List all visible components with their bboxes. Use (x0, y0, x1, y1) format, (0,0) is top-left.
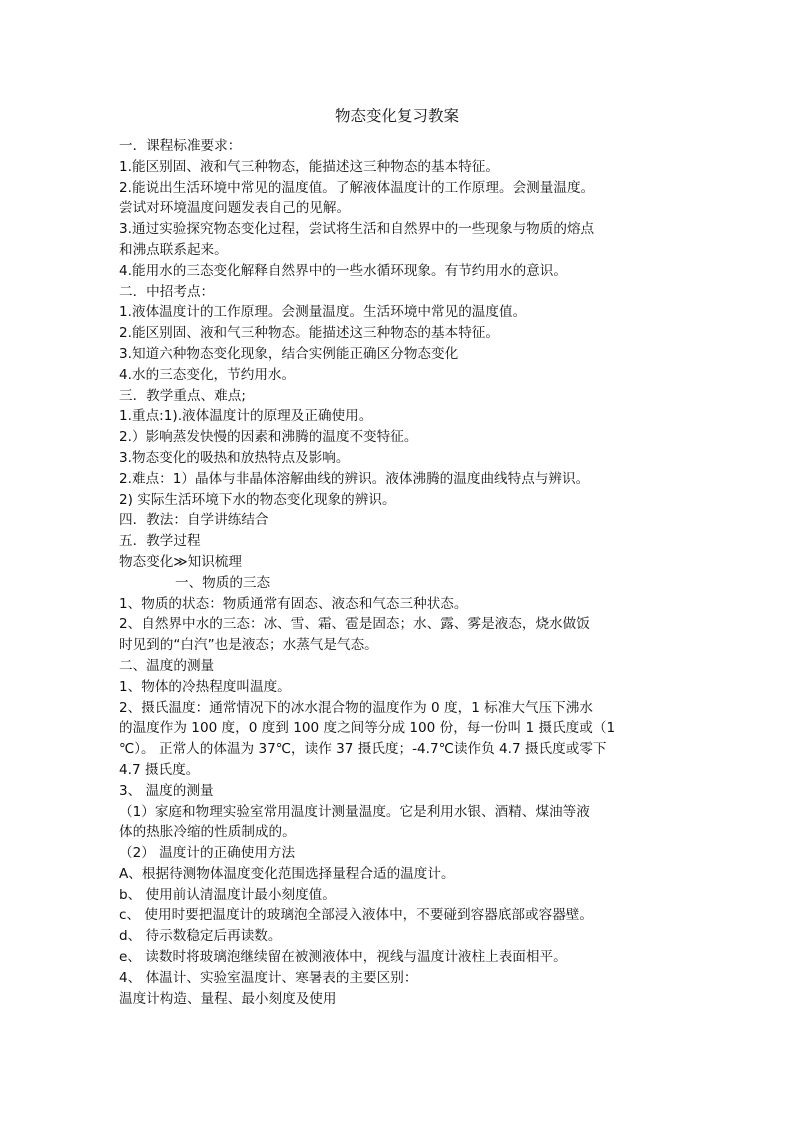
list-item: c、 使用时要把温度计的玻璃泡全部浸入液体中，不要碰到容器底部或容器壁。 (119, 907, 593, 924)
paragraph-line: ℃）。 正常人的体温为 37℃，读作 37 摄氏度；-4.7℃读作负 4.7 摄氏度或零下 (119, 741, 607, 758)
paragraph-line: 1、物质的状态：物质通常有固态、液态和气态三种状态。 (119, 595, 468, 612)
paragraph-line: 2.）影响蒸发快慢的因素和沸腾的温度不变特征。 (119, 429, 418, 446)
paragraph-line: （1）家庭和物理实验室常用温度计测量温度。它是利用水银、酒精、煤油等液 (119, 803, 590, 820)
paragraph-line: 1.能区别固、液和气三种物态，能描述这三种物态的基本特征。 (119, 158, 499, 175)
section-heading: 一．课程标准要求： (119, 138, 242, 154)
paragraph-line: 1.重点:1).液体温度计的原理及正确使用。 (119, 408, 373, 425)
paragraph-line: 2.难点：1）晶体与非晶体溶解曲线的辨识。液体沸腾的温度曲线特点与辨识。 (119, 470, 590, 487)
paragraph-line: 温度计构造、量程、最小刻度及使用 (119, 990, 337, 1007)
list-item: A、根据待测物体温度变化范围选择量程合适的温度计。 (119, 865, 455, 882)
paragraph-line: 3.知道六种物态变化现象，结合实例能正确区分物态变化 (119, 345, 459, 362)
paragraph-line: 的温度作为 100 度，0 度到 100 度之间等分成 100 份，每一份叫 1 摄氏度或（1 (119, 720, 616, 737)
list-item: e、 读数时将玻璃泡继续留在被测液体中，视线与温度计液柱上表面相平。 (119, 949, 567, 966)
paragraph-line: 3.物态变化的吸热和放热特点及影响。 (119, 449, 350, 466)
list-item: d、 待示数稳定后再读数。 (119, 928, 282, 945)
section-heading: 三．教学重点、难点; (119, 387, 246, 404)
paragraph-line: 2.能说出生活环境中常见的温度值。了解液体温度计的工作原理。会测量温度。 (119, 179, 595, 196)
paragraph-line: 2、自然界中水的三态：冰、雪、霜、雹是固态；水、露、雾是液态，烧水做饭 (119, 616, 590, 633)
section-heading: 二．中招考点： (119, 283, 215, 300)
paragraph-line: 1、物体的冷热程度叫温度。 (119, 678, 291, 695)
subsection-heading: 一、物质的三态 (175, 574, 271, 591)
subsection-heading: 物态变化≫知识梳理 (119, 553, 242, 570)
paragraph-line: 2、摄氏温度：通常情况下的冰水混合物的温度作为 0 度，1 标准大气压下沸水 (119, 699, 593, 716)
paragraph-line: 3.通过实验探究物态变化过程，尝试将生活和自然界中的一些现象与物质的熔点 (119, 221, 595, 238)
paragraph-line: 3、 温度的测量 (119, 782, 214, 799)
paragraph-line: 2) 实际生活环境下水的物态变化现象的辨识。 (119, 491, 396, 508)
paragraph-line: 4、 体温计、实验室温度计、寒暑表的主要区别： (119, 969, 418, 986)
paragraph-line: 尝试对环境温度问题发表自己的见解。 (119, 200, 351, 217)
paragraph-line: 4.7 摄氏度。 (119, 761, 200, 778)
paragraph-line: 体的热胀冷缩的性质制成的。 (119, 824, 296, 841)
paragraph-line: 1.液体温度计的工作原理。会测量温度。生活环境中常见的温度值。 (119, 304, 527, 321)
paragraph-line: 2.能区别固、液和气三种物态。能描述这三种物态的基本特征。 (119, 325, 499, 342)
section-heading: 四．教法：自学讲练结合 (119, 512, 269, 529)
paragraph-line: 时见到的“白汽”也是液态；水蒸气是气态。 (119, 637, 378, 654)
paragraph-line: 和沸点联系起来。 (119, 241, 228, 258)
paragraph-line: 4.水的三态变化，节约用水。 (119, 366, 296, 383)
subsection-heading: 二、温度的测量 (119, 657, 215, 674)
list-item: b、 使用前认清温度计最小刻度值。 (119, 886, 336, 903)
document-title: 物态变化复习教案 (334, 107, 459, 125)
section-heading: 五．教学过程 (119, 533, 201, 550)
paragraph-line: 4.能用水的三态变化解释自然界中的一些水循环现象。有节约用水的意识。 (119, 262, 567, 279)
document-body (119, 136, 679, 1009)
paragraph-line: （2） 温度计的正确使用方法 (119, 845, 296, 862)
